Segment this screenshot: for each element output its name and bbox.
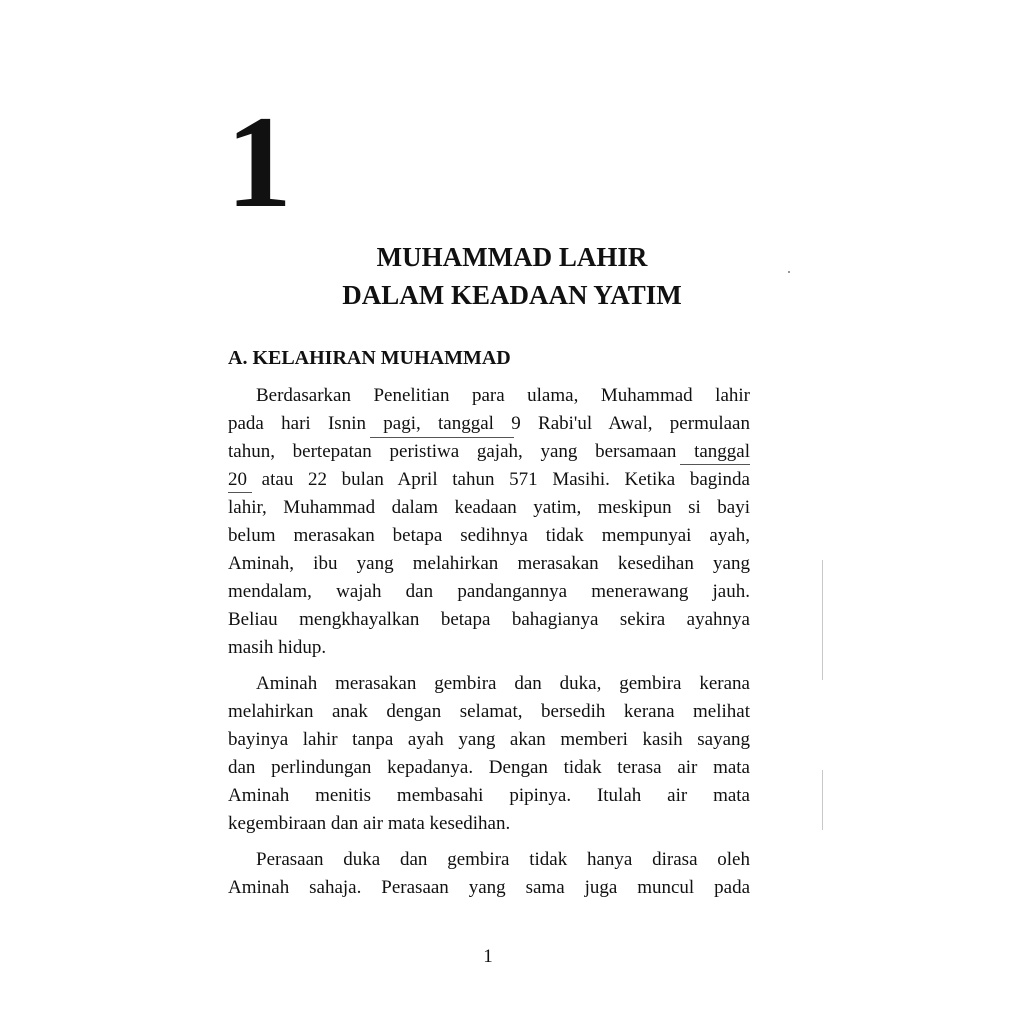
paragraph-1-line-8: mendalam, wajah dan pandangannya menerawang jauh.	[228, 581, 750, 602]
paragraph-3-line-2: Aminah sahaja. Perasaan yang sama juga muncul pada	[228, 877, 750, 898]
paragraph-1-line-9: Beliau mengkhayalkan betapa bahagianya sekira ayahnya	[228, 609, 750, 630]
chapter-number: 1	[226, 88, 290, 235]
chapter-title-line-2: DALAM KEADAAN YATIM	[342, 280, 682, 310]
paragraph-2-line-4: dan perlindungan kepadanya. Dengan tidak terasa air mata	[228, 757, 750, 778]
paragraph-3-line-1: Perasaan duka dan gembira tidak hanya dirasa oleh	[256, 849, 750, 870]
paragraph-2-line-6: kegembiraan dan air mata kesedihan.	[228, 813, 511, 834]
pen-underline-mark	[228, 492, 252, 493]
pen-underline-mark	[370, 437, 514, 438]
section-heading: A. KELAHIRAN MUHAMMAD	[228, 347, 511, 369]
paragraph-1-line-10: masih hidup.	[228, 637, 327, 658]
page-number: 1	[483, 946, 493, 967]
chapter-title-line-1: MUHAMMAD LAHIR	[376, 242, 648, 272]
paragraph-1-line-2: pada hari Isnin pagi, tanggal 9 Rabi'ul Awal, permulaan	[228, 413, 750, 434]
paragraph-2-line-5: Aminah menitis membasahi pipinya. Itulah air mata	[228, 785, 750, 806]
scan-edge-line	[822, 770, 823, 830]
paragraph-2-line-3: bayinya lahir tanpa ayah yang akan memberi kasih sayang	[228, 729, 750, 750]
scan-edge-line	[822, 560, 823, 680]
paragraph-1-line-3: tahun, bertepatan peristiwa gajah, yang bersamaan tanggal	[228, 441, 750, 462]
paragraph-2-line-2: melahirkan anak dengan selamat, bersedih kerana melihat	[228, 701, 750, 722]
paragraph-1-line-7: Aminah, ibu yang melahirkan merasakan kesedihan yang	[228, 553, 750, 574]
paragraph-1-line-6: belum merasakan betapa sedihnya tidak mempunyai ayah,	[228, 525, 750, 546]
paragraph-1-line-4: 20 atau 22 bulan April tahun 571 Masihi. Ketika baginda	[228, 469, 750, 490]
paragraph-2-line-1: Aminah merasakan gembira dan duka, gembira kerana	[256, 673, 750, 694]
paragraph-1-line-1: Berdasarkan Penelitian para ulama, Muhammad lahir	[256, 385, 750, 406]
scan-speck	[788, 271, 790, 273]
pen-underline-mark	[680, 464, 750, 465]
paragraph-1-line-5: lahir, Muhammad dalam keadaan yatim, meskipun si bayi	[228, 497, 750, 518]
